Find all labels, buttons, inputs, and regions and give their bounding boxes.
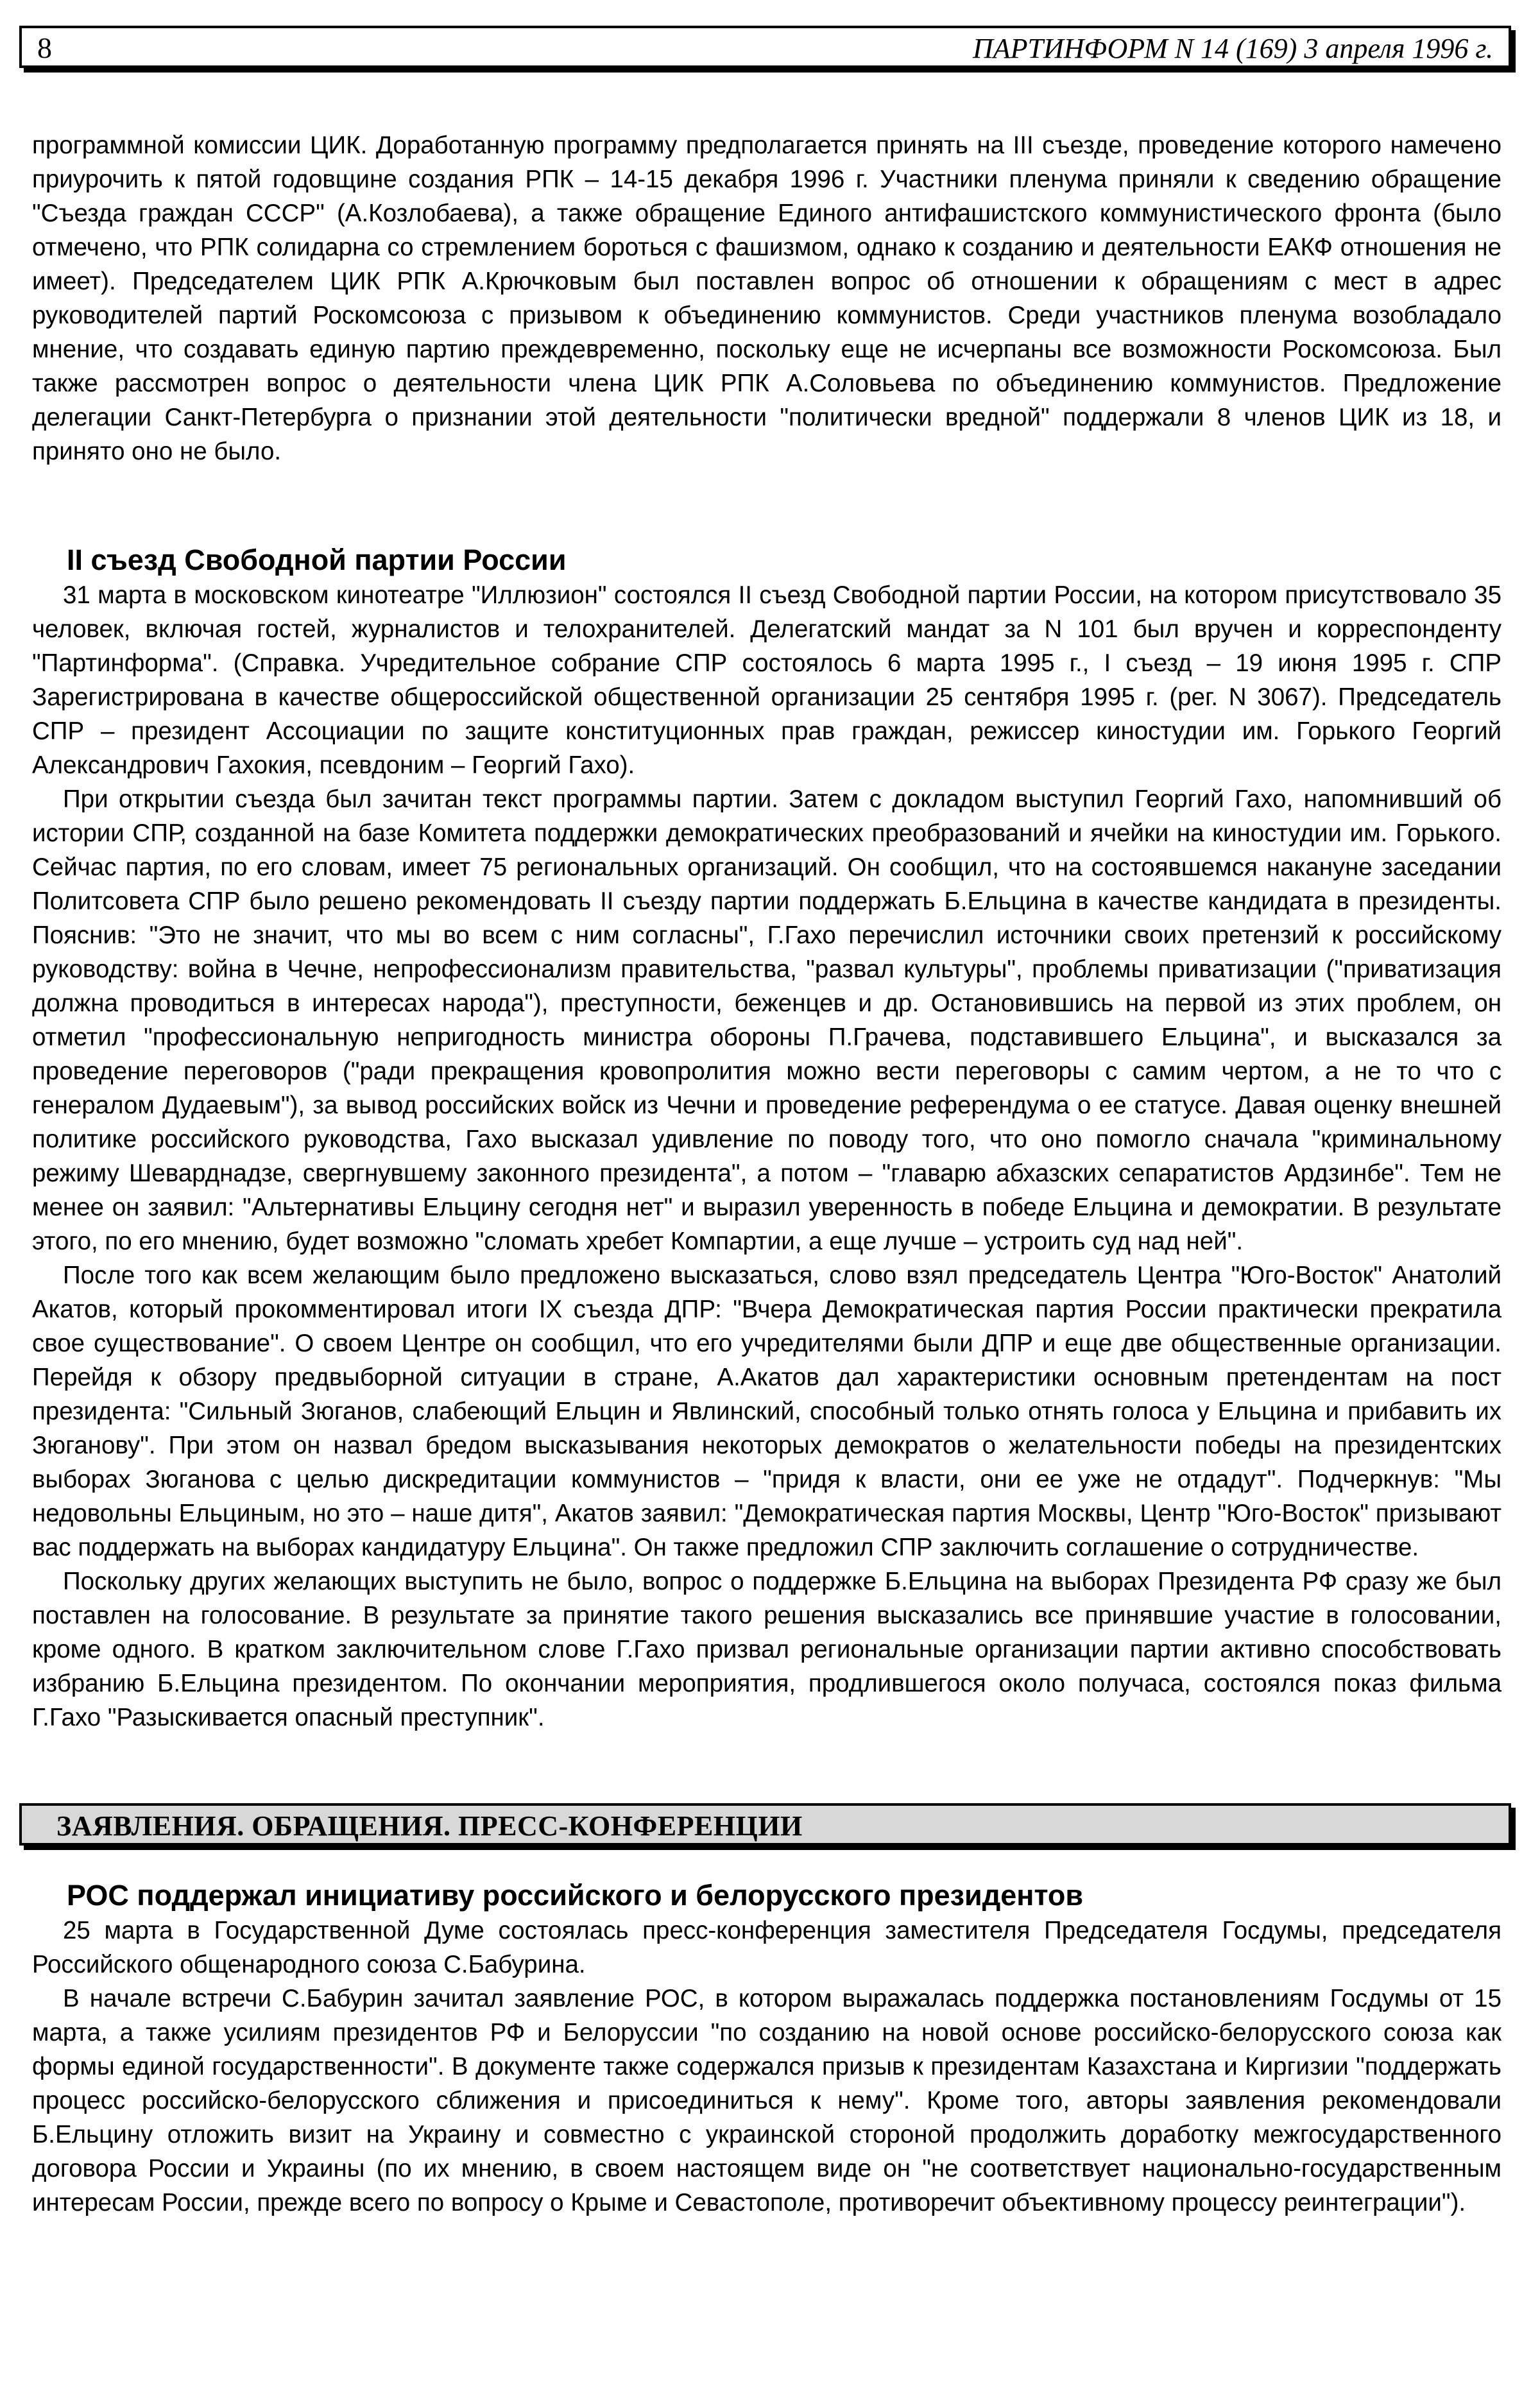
article-paragraph: 25 марта в Государственной Думе состоялась пресс-конференция заместителя Председателя Госдумы, председателя Российского общенародного союза С.Бабурина. — [32, 1917, 1502, 1978]
page-header — [19, 26, 1511, 68]
article-paragraph: После того как всем желающим было предложено высказаться, слово взял председатель Центра "Юго-Восток" Анатолий Акатов, который прокомментировал итоги IX съезда ДПР: "Вчера Демократическая партия России практически прекратила свое существование". О своем Центре он сообщил, что его учредителями были ДПР и еще две общественные организации. Перейдя к обзору предвыборной ситуации в стране, А.Акатов дал характеристики основным претендентам на пост президента: "Сильный Зюганов, слабеющий Ельцин и Явлинский, способный только отнять голоса у Ельцина и прибавить их Зюганову". При этом он назвал бредом высказывания некоторых демократов о желательности победы на президентских выборах Зюганова с целью дискредитации коммунистов – "придя к власти, они ее уже не отдадут". Подчеркнув: "Мы недовольны Ельциным, но это – наше дитя", Акатов заявил: "Демократическая партия Москвы, Центр "Юго-Восток" призывают вас поддержать на выборах кандидатуру Ельцина". Он также предложил СПР заключить соглашение о сотрудничестве. — [32, 1262, 1502, 1561]
article-paragraph: При открытии съезда был зачитан текст программы партии. Затем с докладом выступил Георгий Гахо, напомнивший об истории СПР, созданной на базе Комитета поддержки демократических преобразований и ячейки на киностудии им. Горького. Сейчас партия, по его словам, имеет 75 региональных организаций. Он сообщил, что на состоявшемся накануне заседании Политсовета СПР было решено рекомендовать II съезду партии поддержать Б.Ельцина в качестве кандидата в президенты. Пояснив: "Это не значит, что мы во всем с ним согласны", Г.Гахо перечислил источники своих претензий к российскому руководству: война в Чечне, непрофессионализм правительства, "развал культуры", проблемы приватизации ("приватизация должна проводиться в интересах народа"), преступности, беженцев и др. Остановившись на первой из этих проблем, он отметил "профессиональную непригодность министра обороны П.Грачева, подставившего Ельцина", и высказался за проведение переговоров ("ради прекращения кровопролития можно вести переговоры с самим чертом, а не то что с генералом Дудаевым"), за вывод российских войск из Чечни и проведение референдума о ее статусе. Давая оценку внешней политике российского руководства, Гахо высказал удивление по поводу того, что оно помогло сначала "криминальному режиму Шеварднадзе, свергнувшему законного президента", а потом – "главарю абхазских сепаратистов Ардзинбе". Тем не менее он заявил: "Альтернативы Ельцину сегодня нет" и выразил уверенность в победе Ельцина и демократии. В результате этого, по его мнению, будет возможно "сломать хребет Компартии, а еще лучше – устроить суд над ней". — [32, 785, 1502, 1255]
article-paragraph: 31 марта в московском кинотеатре "Иллюзион" состоялся II съезд Свободной партии России, на котором присутствовало 35 человек, включая гостей, журналистов и телохранителей. Делегатский мандат за N 101 был вручен и корреспонденту "Партинформа". (Справка. Учредительное собрание СПР состоялось 6 марта 1995 г., I съезд – 19 июня 1995 г. СПР Зарегистрирована в качестве общероссийской общественной организации 25 сентября 1995 г. (рег. N 3067). Председатель СПР – президент Ассоциации по защите конституционных прав граждан, режиссер киностудии им. Горького Георгий Александрович Гахокия, псевдоним – Георгий Гахо). — [32, 581, 1502, 779]
page-number: 8 — [37, 31, 52, 64]
article-heading: РОС поддержал инициативу российского и белорусского президентов — [67, 1879, 1084, 1912]
article-paragraph: Поскольку других желающих выступить не было, вопрос о поддержке Б.Ельцина на выборах Президента РФ сразу же был поставлен на голосование. В результате за принятие такого решения высказались все принявшие участие в голосовании, кроме одного. В кратком заключительном слове Г.Гахо призвал региональные организации партии активно способствовать избранию Б.Ельцина президентом. По окончании мероприятия, продлившегося около получаса, состоялся показ фильма Г.Гахо "Разыскивается опасный преступник". — [32, 1568, 1502, 1731]
article-ros-support — [32, 1878, 1502, 2220]
article-spr-congress — [32, 542, 1502, 1735]
article-paragraph: В начале встречи С.Бабурин зачитал заявление РОС, в котором выражалась поддержка постановлениям Госдумы от 15 марта, а также усилиям президентов РФ и Белоруссии "по созданию на новой основе российско-белорусского союза как формы единой государственности". В документе также содержался призыв к президентам Казахстана и Киргизии "поддержать процесс российско-белорусского сближения и присоединиться к нему". Кроме того, авторы заявления рекомендовали Б.Ельцину отложить визит на Украину и совместно с украинской стороной продолжить доработку межгосударственного договора России и Украины (по их мнению, в своем настоящем виде он "не соответствует национально-государственным интересам России, прежде всего по вопросу о Крыме и Севастополе, противоречит объективному процессу реинтеграции"). — [32, 1985, 1502, 2216]
section-banner — [19, 1803, 1511, 1846]
intro-block — [32, 128, 1502, 468]
section-title: ЗАЯВЛЕНИЯ. ОБРАЩЕНИЯ. ПРЕСС-КОНФЕРЕНЦИИ — [56, 1810, 803, 1842]
intro-paragraph: программной комиссии ЦИК. Доработанную программу предполагается принять на III съезде, проведение которого намечено приурочить к пятой годовщине создания РПК – 14-15 декабря 1996 г. Участники пленума приняли к сведению обращение "Съезда граждан СССР" (А.Козлобаева), а также обращение Единого антифашистского коммунистического фронта (было отмечено, что РПК солидарна со стремлением бороться с фашизмом, однако к созданию и деятельности ЕАКФ отношения не имеет). Председателем ЦИК РПК А.Крючковым был поставлен вопрос об отношении к обращениям с мест в адрес руководителей партий Роскомсоюза с призывом к объединению коммунистов. Среди участников пленума возобладало мнение, что создавать единую партию преждевременно, поскольку еще не исчерпаны все возможности Роскомсоюза. Был также рассмотрен вопрос о деятельности члена ЦИК РПК А.Соловьева по объединению коммунистов. Предложение делегации Санкт-Петербурга о признании этой деятельности "политически вредной" поддержали 8 членов ЦИК из 18, и принято оно не было. — [32, 132, 1502, 465]
publication-title: ПАРТИНФОРМ N 14 (169) 3 апреля 1996 г. — [973, 33, 1493, 64]
article-heading: II съезд Свободной партии России — [67, 544, 567, 576]
